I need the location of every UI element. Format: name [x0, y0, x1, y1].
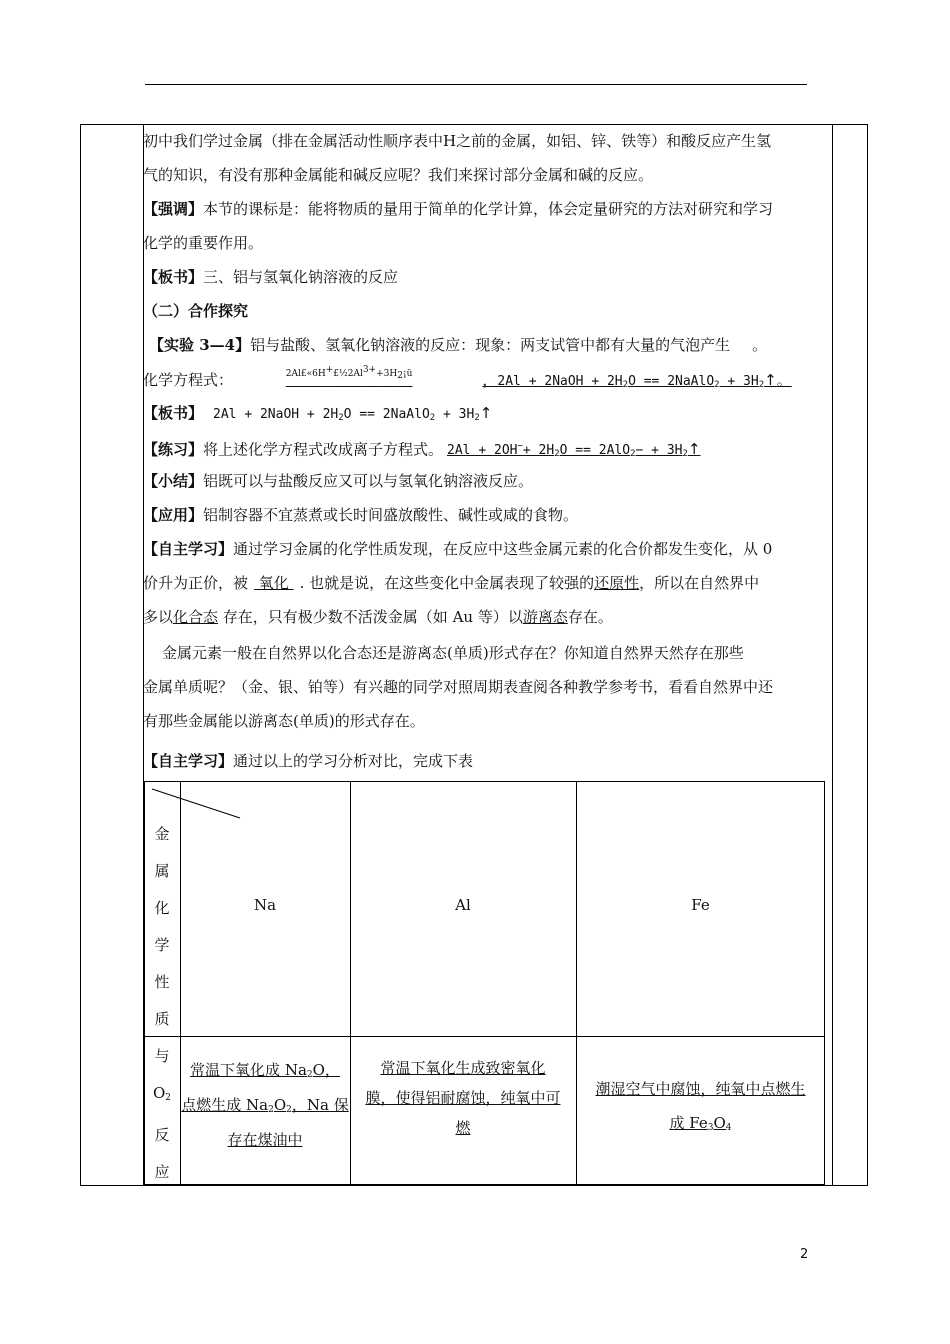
board-1: 【板书】三、铝与氢氧化钠溶液的反应: [143, 268, 399, 286]
self-study-1-cont: 价升为正价，被 氧化 . 也就是说，在这些变化中金属表现了较强的还原性，所以在自然界中: [143, 574, 760, 592]
table-divider-right: [832, 124, 833, 1186]
practice: 【练习】将上述化学方程式改成离子方程式。 $2Al + 2OH^-+ 2H_2O == 2AlO_2-$ + $3H_2↑$: [143, 440, 701, 460]
column-header-na: Na: [253, 896, 277, 914]
emphasis: 【强调】本节的课标是：能将物质的量用于简单的化学计算，体会定量研究的方法对研究和学习: [143, 200, 774, 218]
column-header-fe: Fe: [691, 896, 710, 914]
paragraph-line-1: 金属元素一般在自然界以化合态还是游离态(单质)形式存在？你知道自然界天然存在那些: [162, 644, 744, 662]
row-header-o2-reaction: 与 $O_2$ 反 应: [152, 1047, 172, 1181]
experiment: 【实验 3—4】铝与盐酸、氢氧化钠溶液的反应：现象：两支试管中都有大量的气泡产生 。: [149, 336, 768, 354]
chemical-equation: 化学方程式： $^{2Al£«6H^+£\frac{1}{2}2Al^{3+}+3H_2¡ü}$ ，2Al + 2NaOH + $2H_2O$ == 2NaAlO$_2$ + $3H_2↑$。: [143, 365, 792, 390]
row-header-metal-properties: 金 属 化 学 性 质: [154, 825, 170, 1028]
section-cooperative: （二）合作探究: [143, 302, 249, 320]
emphasis-cont: 化学的重要作用。: [143, 234, 264, 252]
page-number: 2: [800, 1247, 809, 1262]
self-study-1-cont2: 多以化合态 存在，只有极少数不活泼金属（如 Au 等）以游离态存在。: [143, 608, 613, 626]
self-study-1: 【自主学习】通过学习金属的化学性质发现，在反应中这些金属元素的化合价都发生变化，从 0: [143, 540, 773, 558]
intro-line-2: 气的知识，有没有那种金属能和碱反应呢？我们来探讨部分金属和碱的反应。: [143, 166, 654, 184]
table-row-line: [144, 1036, 825, 1037]
diagonal-header-line: [144, 781, 244, 821]
board-2: 【板书】 2Al + 2NaOH + $2H_2O$ == 2NaAlO$_2$ + $3H_2↑$: [143, 404, 493, 423]
cell-fe-o2: 潮湿空气中腐蚀，纯氧中点燃生 成 $Fe_3O_4$: [595, 1080, 806, 1133]
intro-line-1: 初中我们学过金属（排在金属活动性顺序表中H之前的金属，如铝、锌、铁等）和酸反应产生氢: [143, 132, 772, 150]
self-study-2: 【自主学习】通过以上的学习分析对比，完成下表: [143, 752, 474, 770]
column-header-al: Al: [455, 896, 471, 914]
paragraph-line-3: 有那些金属能以游离态(单质)的形式存在。: [143, 712, 425, 730]
application: 【应用】铝制容器不宜蒸煮或长时间盛放酸性、碱性或咸的食物。: [143, 506, 579, 524]
paragraph-line-2: 金属单质呢？（金、银、铂等）有兴趣的同学对照周期表查阅各种教学参考书，看看自然界中还: [143, 678, 774, 696]
header-rule: [145, 84, 807, 85]
summary: 【小结】铝既可以与盐酸反应又可以与氢氧化钠溶液反应。: [143, 472, 534, 490]
cell-al-o2: 常温下氧化生成致密氧化 膜，使得铝耐腐蚀，纯氧中可 燃: [365, 1059, 561, 1137]
cell-na-o2: 常温下氧化成 $Na_2O$， 点燃生成 $Na_2O_2$，Na 保 存在煤油中: [181, 1061, 349, 1149]
